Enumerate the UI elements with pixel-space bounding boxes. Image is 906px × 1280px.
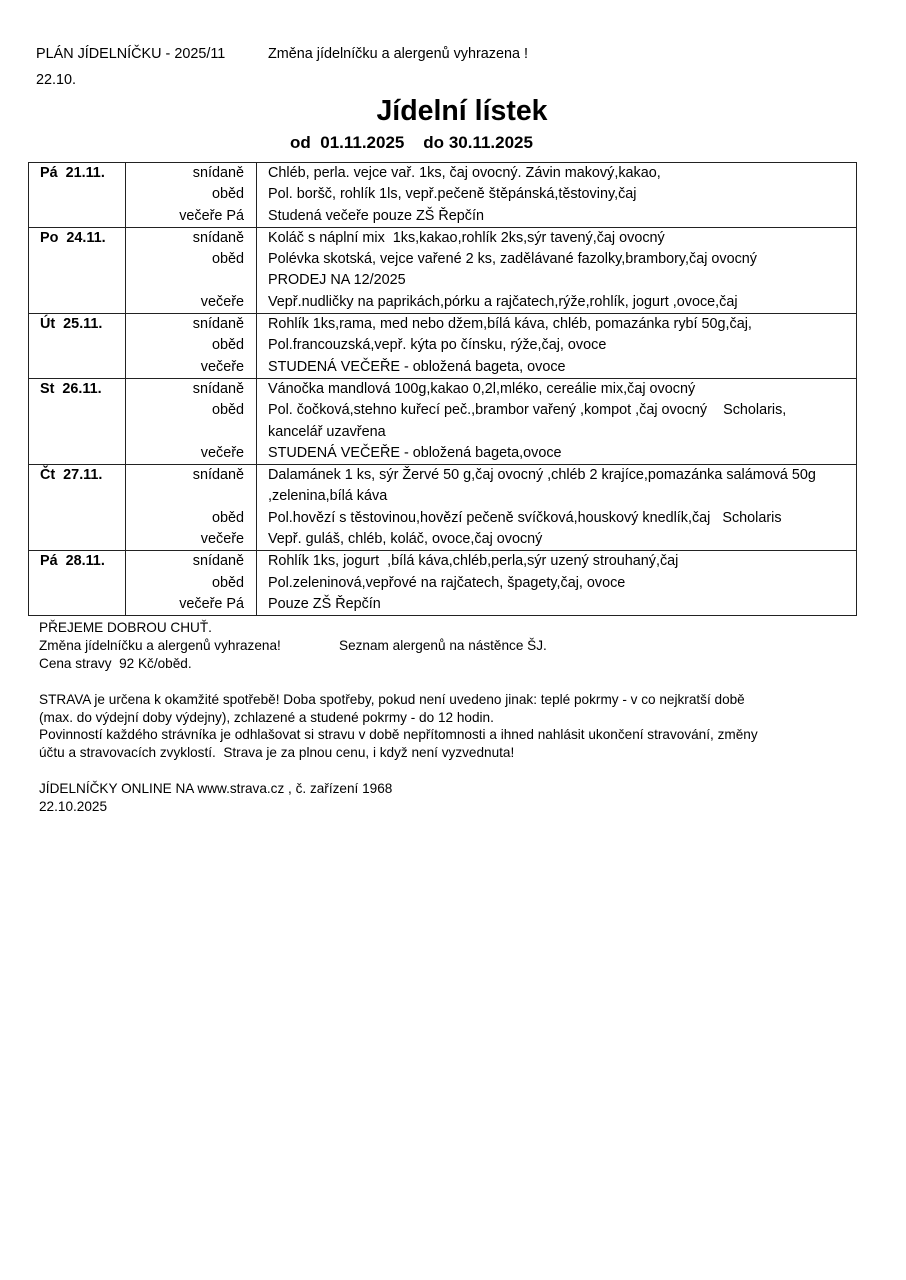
food-cell [257, 206, 857, 228]
menu-row [29, 357, 857, 379]
menu-row [29, 551, 857, 573]
meal-label: oběd [211, 509, 244, 526]
food-cell [257, 335, 857, 356]
online-link-text: JÍDELNÍČKY ONLINE NA www.strava.cz , č. zařízení 1968 [39, 781, 393, 796]
food-line: Dalamánek 1 ks, sýr Žervé 50 g,čaj ovocný ,chléb 2 krajíce,pomazánka salámová 50g [268, 467, 816, 484]
info-line: (max. do výdejní doby výdejny), zchlazené a studené pokrmy - do 12 hodin. [39, 710, 494, 725]
meal-cell [126, 335, 257, 356]
meal-label: oběd [211, 186, 244, 203]
food-line: Vánočka mandlová 100g,kakao 0,2l,mléko, cereálie mix,čaj ovocný [268, 380, 696, 397]
change-notice: Změna jídelníčku a alergenů vyhrazena ! [268, 46, 528, 62]
greeting: PŘEJEME DOBROU CHUŤ. [39, 620, 212, 635]
meal-cell [126, 508, 257, 529]
menu-row [29, 378, 857, 400]
meal-cell [126, 378, 257, 400]
meal-cell [126, 314, 257, 336]
meal-cell [126, 573, 257, 594]
meal-label: oběd [211, 251, 244, 268]
food-line: STUDENÁ VEČEŘE - obložená bageta, ovoce [268, 358, 566, 375]
menu-table [28, 162, 857, 616]
day-label: St 26.11. [40, 380, 102, 397]
meal-label: večeře Pá [179, 595, 244, 612]
range-to-label: do [423, 133, 445, 152]
day-cell [29, 551, 126, 573]
date-range [290, 133, 533, 153]
food-line: ,zelenina,bílá káva [268, 488, 388, 505]
day-cell [29, 443, 126, 465]
food-line: STUDENÁ VEČEŘE - obložená bageta,ovoce [268, 444, 562, 461]
food-line: Pol.hovězí s těstovinou,hovězí pečeně svíčková,houskový knedlík,čaj Scholaris [268, 509, 782, 526]
price: Cena stravy 92 Kč/oběd. [39, 656, 192, 671]
meal-label: oběd [211, 574, 244, 591]
meal-cell [126, 163, 257, 185]
food-cell [257, 529, 857, 551]
allergens-notice: Seznam alergenů na nástěnce ŠJ. [339, 638, 547, 653]
meal-cell [126, 529, 257, 551]
footer-date: 22.10.2025 [39, 799, 108, 814]
food-cell [257, 249, 857, 292]
day-cell [29, 594, 126, 616]
range-from-label: od [290, 133, 311, 152]
info-line: účtu a stravovacích zvyklostí. Strava je za plnou cenu, i když není vyzvednuta! [39, 745, 515, 760]
menu-row [29, 163, 857, 185]
food-line: Pol.zeleninová,vepřové na rajčatech, špagety,čaj, ovoce [268, 574, 626, 591]
menu-row [29, 335, 857, 356]
food-cell [257, 465, 857, 508]
food-line: Pol. čočková,stehno kuřecí peč.,brambor vařený ,kompot ,čaj ovocný Scholaris, [268, 402, 787, 419]
menu-row [29, 508, 857, 529]
day-cell [29, 227, 126, 249]
day-label: Čt 27.11. [40, 467, 103, 484]
food-line: Studená večeře pouze ZŠ Řepčín [268, 207, 484, 224]
meal-label: snídaně [192, 316, 244, 333]
meal-label: večeře Pá [179, 207, 244, 224]
menu-row [29, 465, 857, 508]
footer-notice: Změna jídelníčku a alergenů vyhrazena! [39, 638, 281, 653]
meal-label: snídaně [192, 380, 244, 397]
food-line: Pol.francouzská,vepř. kýta po čínsku, rýže,čaj, ovoce [268, 337, 607, 354]
food-cell [257, 594, 857, 616]
day-cell [29, 573, 126, 594]
day-cell [29, 529, 126, 551]
menu-row [29, 594, 857, 616]
plan-label: PLÁN JÍDELNÍČKU - 2025/11 [36, 46, 226, 62]
meal-label: snídaně [192, 229, 244, 246]
food-line: Rohlík 1ks,rama, med nebo džem,bílá káva, chléb, pomazánka rybí 50g,čaj, [268, 316, 752, 333]
food-cell [257, 163, 857, 185]
meal-cell [126, 594, 257, 616]
meal-label: večeře [200, 531, 244, 548]
day-cell [29, 184, 126, 205]
food-line: Polévka skotská, vejce vařené 2 ks, zadělávané fazolky,brambory,čaj ovocný [268, 251, 757, 268]
food-line: Koláč s náplní mix 1ks,kakao,rohlík 2ks,sýr tavený,čaj ovocný [268, 229, 665, 246]
day-label: Po 24.11. [40, 229, 106, 246]
meal-cell [126, 292, 257, 314]
day-cell [29, 465, 126, 508]
meal-cell [126, 227, 257, 249]
meal-cell [126, 357, 257, 379]
food-cell [257, 551, 857, 573]
meal-label: večeře [200, 444, 244, 461]
page-title: Jídelní lístek [376, 95, 548, 127]
menu-row [29, 292, 857, 314]
meal-label: snídaně [192, 165, 244, 181]
food-cell [257, 357, 857, 379]
food-line: Chléb, perla. vejce vař. 1ks, čaj ovocný. Závin makový,kakao, [268, 165, 661, 181]
food-line: Rohlík 1ks, jogurt ,bílá káva,chléb,perla,sýr uzený strouhaný,čaj [268, 553, 679, 570]
info-line: STRAVA je určena k okamžité spotřebě! Doba spotřeby, pokud není uvedeno jinak: teplé pokrmy - v co nejkratší době [39, 692, 745, 707]
meal-cell [126, 249, 257, 292]
food-line: Vepř. guláš, chléb, koláč, ovoce,čaj ovocný [268, 531, 543, 548]
menu-row [29, 400, 857, 443]
meal-label: oběd [211, 402, 244, 419]
food-cell [257, 443, 857, 465]
food-cell [257, 314, 857, 336]
meal-label: oběd [211, 337, 244, 354]
meal-cell [126, 184, 257, 205]
day-cell [29, 378, 126, 400]
food-cell [257, 184, 857, 205]
food-cell [257, 508, 857, 529]
menu-row [29, 314, 857, 336]
menu-row [29, 443, 857, 465]
meal-cell [126, 551, 257, 573]
day-label: Pá 21.11. [40, 165, 105, 181]
day-cell [29, 357, 126, 379]
food-line: Pouze ZŠ Řepčín [268, 595, 381, 612]
day-label: Pá 28.11. [40, 553, 105, 570]
food-line: Vepř.nudličky na paprikách,pórku a rajčatech,rýže,rohlík, jogurt ,ovoce,čaj [268, 293, 738, 310]
meal-label: snídaně [192, 467, 244, 484]
meal-cell [126, 465, 257, 508]
meal-label: večeře [200, 293, 244, 310]
day-cell [29, 163, 126, 185]
food-cell [257, 292, 857, 314]
day-cell [29, 314, 126, 336]
info-line: Povinností každého strávníka je odhlašovat si stravu v době nepřítomnosti a ihned nahlásit ukončení stravování, změny [39, 727, 758, 742]
day-cell [29, 249, 126, 292]
range-to-date: 30.11.2025 [448, 133, 533, 152]
meal-cell [126, 443, 257, 465]
day-cell [29, 206, 126, 228]
day-cell [29, 335, 126, 356]
day-cell [29, 292, 126, 314]
food-line: Pol. boršč, rohlík 1ls, vepř.pečeně štěpánská,těstoviny,čaj [268, 186, 637, 203]
menu-row [29, 184, 857, 205]
food-cell [257, 400, 857, 443]
header-date: 22.10. [36, 72, 77, 88]
menu-row [29, 249, 857, 292]
meal-cell [126, 206, 257, 228]
day-label: Út 25.11. [40, 316, 103, 333]
menu-row [29, 227, 857, 249]
menu-row [29, 573, 857, 594]
day-cell [29, 400, 126, 443]
menu-row [29, 206, 857, 228]
page-title-wrap [262, 93, 662, 129]
meal-cell [126, 400, 257, 443]
day-cell [29, 508, 126, 529]
food-cell [257, 227, 857, 249]
food-cell [257, 573, 857, 594]
food-line: kancelář uzavřena [268, 423, 386, 440]
meal-label: večeře [200, 358, 244, 375]
range-from-date: 01.11.2025 [320, 133, 405, 152]
meal-label: snídaně [192, 553, 244, 570]
menu-row [29, 529, 857, 551]
food-cell [257, 378, 857, 400]
food-line: PRODEJ NA 12/2025 [268, 272, 406, 289]
